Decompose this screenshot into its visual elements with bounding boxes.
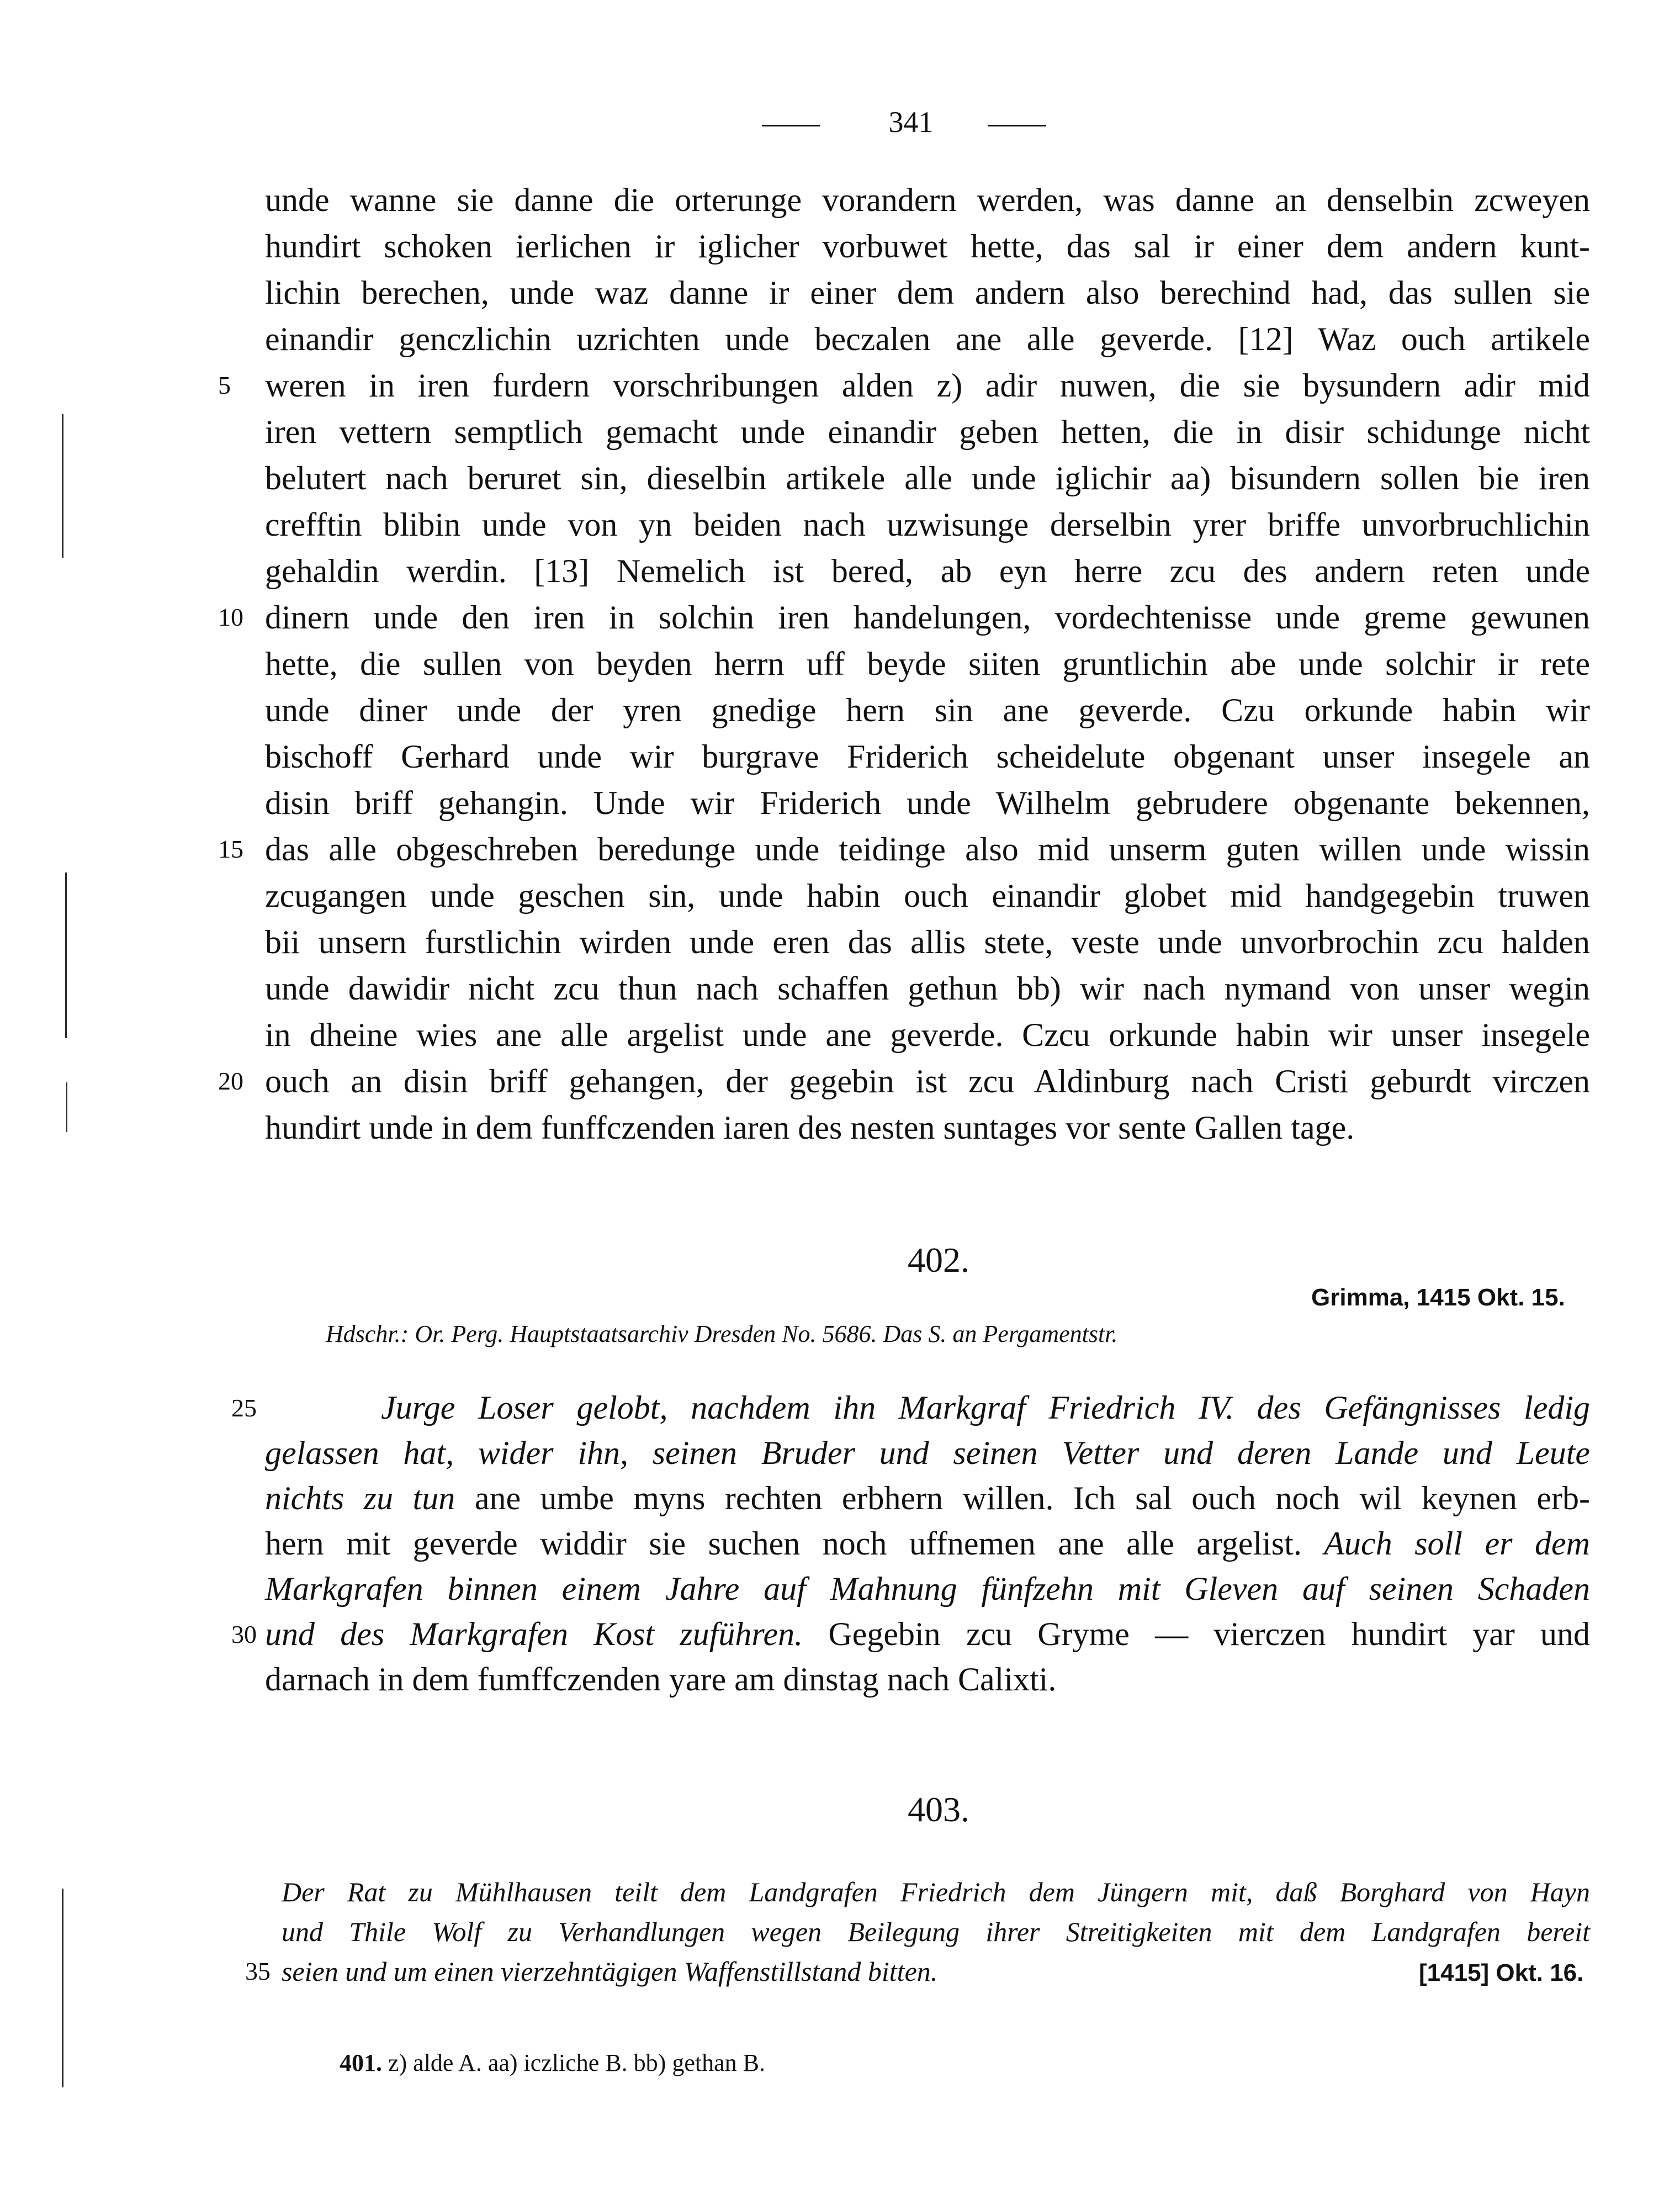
text-line: 5 weren in iren furdern vorschribungen alden z) adir nuwen, die sie bysundern adir mid xyxy=(265,362,1590,409)
footnote-text: z) alde A. aa) iczliche B. bb) gethan B. xyxy=(388,2049,765,2076)
source-note-402: Hdschr.: Or. Perg. Hauptstaatsarchiv Dresden No. 5686. Das S. an Pergamentstr. xyxy=(326,1320,1118,1347)
text-line: crefftin blibin unde von yn beiden nach uzwisunge derselbin yrer briffe unvorbruchlichin xyxy=(265,506,1590,543)
text-line: und des Markgrafen Kost zuführen. Gegebin zcu Gryme — vierczen hundirt yar und xyxy=(265,1616,1590,1652)
text-line: hundirt unde in dem funffczenden iaren des nesten suntages vor sente Gallen tage. xyxy=(265,1109,1355,1146)
regest-line: Der Rat zu Mühlhausen teilt dem Landgrafen Friedrich dem Jüngern mit, daß Borghard von Hayn xyxy=(282,1876,1590,1907)
line-number: 35 xyxy=(245,1957,271,1985)
header-dash-left xyxy=(762,125,820,126)
regest-line: gelassen hat, wider ihn, seinen Bruder und seinen Vetter und deren Lande und Leute xyxy=(265,1435,1590,1471)
scan-edge-mark xyxy=(65,873,67,1038)
text-line: 15 das alle obgeschreben beredunge unde teidinge also mid unserm guten willen unde wissin xyxy=(265,826,1590,873)
text-line: lichin berechen, unde waz danne ir einer dem andern also berechind had, das sullen sie xyxy=(265,274,1590,311)
line-number: 15 xyxy=(218,835,243,863)
regest-line: seien und um einen vierzehntägigen Waffenstillstand bitten. xyxy=(282,1956,938,1987)
text-line: darnach in dem fumffczenden yare am dinstag nach Calixti. xyxy=(265,1661,1057,1698)
text-line: hette, die sullen von beyden herrn uff beyde siiten gruntlichin abe unde solchir ir rete xyxy=(265,646,1590,682)
text-line: einandir genczlichin uzrichten unde beczalen ane alle geverde. [12] Waz ouch artikele xyxy=(265,321,1590,357)
place-date-402: Grimma, 1415 Okt. 15. xyxy=(1311,1284,1565,1311)
document-number-402: 402. xyxy=(908,1240,969,1279)
text-line: 20 ouch an disin briff gehangen, der gegebin ist zcu Aldinburg nach Cristi geburdt virczen xyxy=(265,1058,1590,1104)
text-line: unde diner unde der yren gnedige hern sin ane geverde. Czu orkunde habin wir xyxy=(265,692,1590,728)
text-line: bischoff Gerhard unde wir burgrave Friderich scheidelute obgenant unser insegele an xyxy=(265,738,1590,775)
header-dash-right xyxy=(988,125,1046,126)
text-line: nichts zu tun ane umbe myns rechten erbhern willen. Ich sal ouch noch wil keynen erb- xyxy=(265,1480,1591,1516)
text-line: zcugangen unde geschen sin, unde habin ouch einandir globet mid handgegebin truwen xyxy=(265,877,1590,914)
line-number: 20 xyxy=(218,1067,243,1095)
text-line: bii unsern furstlichin wirden unde eren das allis stete, veste unde unvorbrochin zcu halden xyxy=(265,924,1590,960)
scan-edge-mark xyxy=(66,1082,67,1132)
line-number: 25 xyxy=(231,1394,257,1422)
scan-edge-mark xyxy=(62,414,63,558)
page-header xyxy=(762,105,1071,144)
date-403: [1415] Okt. 16. xyxy=(1419,1959,1584,1986)
text-line: unde dawidir nicht zcu thun nach schaffen gethun bb) wir nach nymand von unser wegin xyxy=(265,970,1590,1007)
text-line: hundirt schoken ierlichen ir iglicher vorbuwet hette, das sal ir einer dem andern kunt- xyxy=(265,228,1590,265)
text-line: in dheine wies ane alle argelist unde ane geverde. Czcu orkunde habin wir unser insegele xyxy=(265,1017,1590,1053)
regest-line: Jurge Loser gelobt, nachdem ihn Markgraf Friedrich IV. des Gefängnisses ledig xyxy=(381,1389,1590,1426)
regest-line: Markgrafen binnen einem Jahre auf Mahnung fünfzehn mit Gleven auf seinen Schaden xyxy=(265,1571,1590,1607)
text-line: gehaldin werdin. [13] Nemelich ist bered, ab eyn herre zcu des andern reten unde xyxy=(265,553,1590,589)
line-number: 30 xyxy=(231,1620,257,1648)
text-line: iren vettern semptlich gemacht unde einandir geben hetten, die in disir schidunge nicht xyxy=(265,414,1590,450)
regest-line: und Thile Wolf zu Verhandlungen wegen Beilegung ihrer Streitigkeiten mit dem Landgrafen bereit xyxy=(282,1916,1590,1947)
text-line: hern mit geverde widdir sie suchen noch uffnemen ane alle argelist. Auch soll er dem xyxy=(265,1525,1590,1562)
footnote xyxy=(340,2049,765,2077)
text-line: unde wanne sie danne die orterunge vorandern werden, was danne an denselbin zcweyen xyxy=(265,182,1590,218)
line-number: 10 xyxy=(218,603,243,631)
footnote-ref: 401. xyxy=(340,2049,382,2076)
scan-edge-mark xyxy=(62,1889,63,2087)
text-line: disin briff gehangin. Unde wir Friderich unde Wilhelm gebrudere obgenante bekennen, xyxy=(265,785,1590,821)
document-number-403: 403. xyxy=(908,1790,969,1829)
text-line: 10 dinern unde den iren in solchin iren handelungen, vordechtenisse unde greme gewunen xyxy=(265,594,1590,641)
line-number: 5 xyxy=(218,371,231,399)
page-number: 341 xyxy=(888,105,934,139)
text-line: belutert nach beruret sin, dieselbin artikele alle unde iglichir aa) bisundern sollen bie iren xyxy=(265,460,1590,496)
